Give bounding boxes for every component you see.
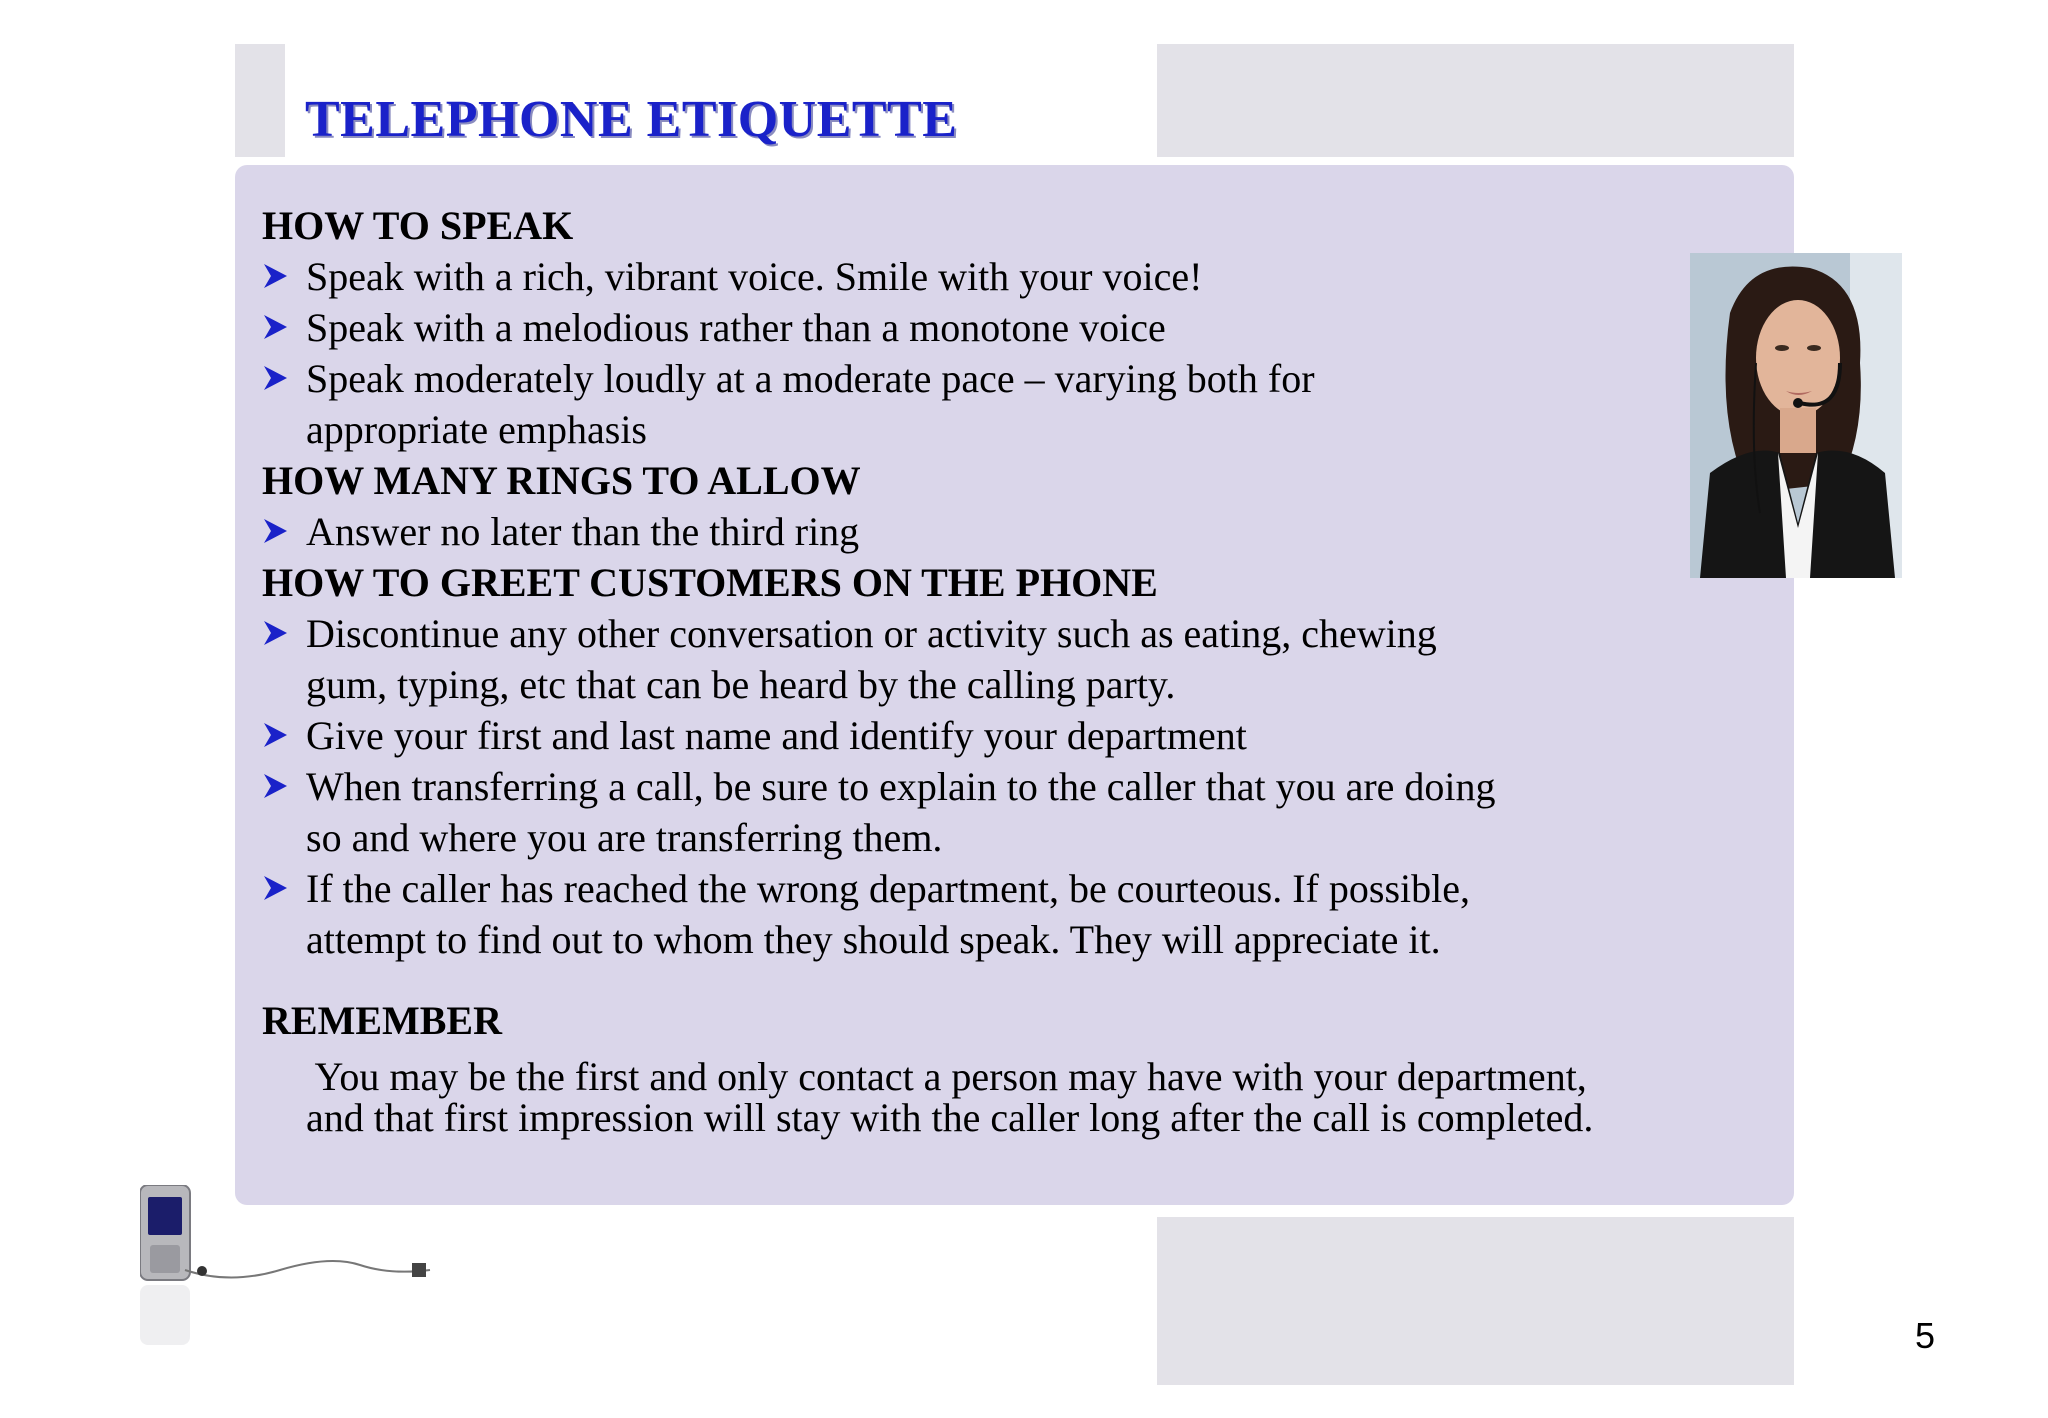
remember-line: and that first impression will stay with the caller long after the call is completed. <box>306 1095 1594 1140</box>
bullet-item <box>262 710 1842 761</box>
bullet-item <box>262 863 1842 965</box>
bullet-text: Speak with a rich, vibrant voice. Smile with your voice! <box>306 254 1203 299</box>
section-heading-how-to-speak: HOW TO SPEAK <box>262 203 574 248</box>
decor-block-left <box>235 44 285 157</box>
decor-block-bottom-right <box>1157 1217 1794 1385</box>
bullet-item <box>262 608 1842 710</box>
bullet-item <box>262 761 1842 863</box>
content-body <box>262 200 1842 1138</box>
bullet-text-line: Discontinue any other conversation or activity such as eating, chewing <box>306 611 1437 656</box>
bullet-item <box>262 251 1842 302</box>
arrowhead-bullet-icon <box>262 875 288 901</box>
section-heading-greet: HOW TO GREET CUSTOMERS ON THE PHONE <box>262 560 1158 605</box>
bullet-text-line: appropriate emphasis <box>306 407 647 452</box>
decor-block-top-right <box>1157 44 1794 157</box>
arrowhead-bullet-icon <box>262 773 288 799</box>
bullet-text-line: gum, typing, etc that can be heard by the calling party. <box>306 662 1176 707</box>
bullet-text-line: attempt to find out to whom they should speak. They will appreciate it. <box>306 917 1441 962</box>
remember-heading: REMEMBER <box>262 998 502 1043</box>
remember-line: You may be the first and only contact a person may have with your department, <box>306 1054 1587 1099</box>
bullet-text-line: If the caller has reached the wrong department, be courteous. If possible, <box>306 866 1470 911</box>
bullet-text-line: When transferring a call, be sure to explain to the caller that you are doing <box>306 764 1496 809</box>
bullet-text: Give your first and last name and identify your department <box>306 713 1247 758</box>
bullet-item <box>262 506 1842 557</box>
spacer <box>262 965 1842 995</box>
remember-text <box>262 1056 1842 1138</box>
page-number: 5 <box>1915 1315 1936 1356</box>
arrowhead-bullet-icon <box>262 263 288 289</box>
bullet-text-line: Speak moderately loudly at a moderate pace – varying both for <box>306 356 1315 401</box>
arrowhead-bullet-icon <box>262 722 288 748</box>
bullet-text: Speak with a melodious rather than a monotone voice <box>306 305 1166 350</box>
arrowhead-bullet-icon <box>262 620 288 646</box>
headset-operator-image <box>1690 253 1902 578</box>
bullet-item <box>262 353 1842 455</box>
bullet-item <box>262 302 1842 353</box>
arrowhead-bullet-icon <box>262 518 288 544</box>
operator-photo <box>1690 253 1902 578</box>
mobile-phone-icon <box>140 1185 440 1365</box>
bullet-text: Answer no later than the third ring <box>306 509 860 554</box>
bullet-text-line: so and where you are transferring them. <box>306 815 943 860</box>
arrowhead-bullet-icon <box>262 365 288 391</box>
slide-title: TELEPHONE ETIQUETTE <box>305 91 958 148</box>
arrowhead-bullet-icon <box>262 314 288 340</box>
section-heading-rings: HOW MANY RINGS TO ALLOW <box>262 458 861 503</box>
